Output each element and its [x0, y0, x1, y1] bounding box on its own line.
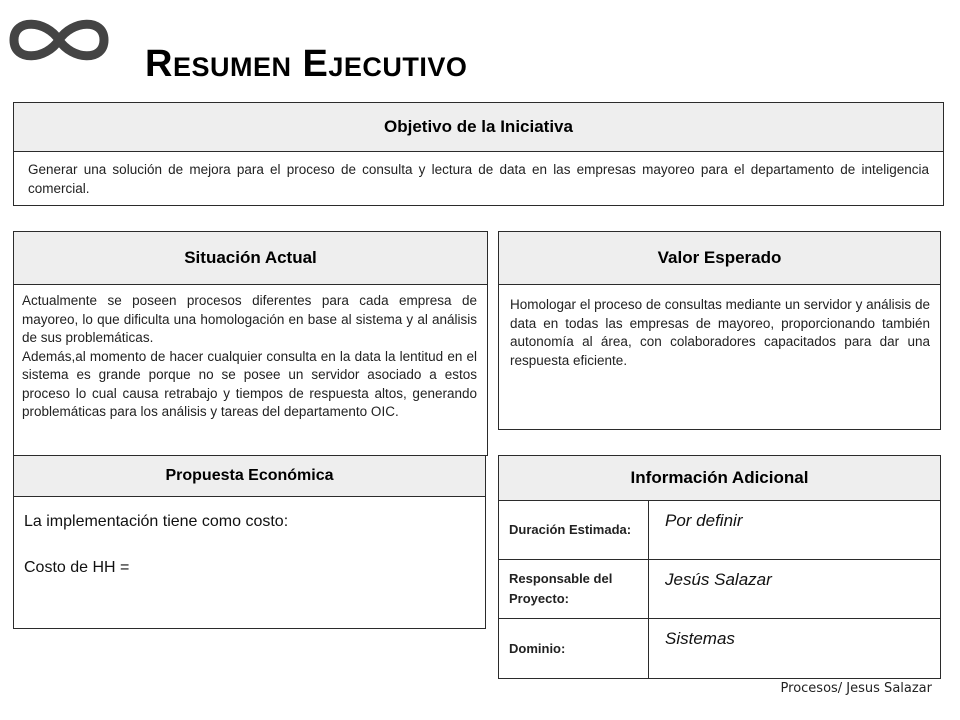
- infinity-logo-icon: [6, 14, 112, 66]
- objetivo-text: Generar una solución de mejora para el proceso de consulta y lectura de data en las empresas mayoreo para el departamento de inteligencia comercial.: [28, 162, 929, 196]
- info-value: Por definir: [665, 511, 743, 530]
- info-label: Responsable del Proyecto:: [499, 560, 649, 618]
- valor-text: Homologar el proceso de consultas mediante un servidor y análisis de data en todas las empresas de mayoreo, proporcionando también autonomía al área, con colaboradores capacitados para dar una respuesta eficiente.: [510, 297, 930, 368]
- propuesta-section: [13, 455, 486, 629]
- info-value: Jesús Salazar: [665, 570, 772, 589]
- info-header: Información Adicional: [499, 456, 940, 501]
- situacion-paragraph-2: Además,al momento de hacer cualquier consulta en la data la lentitud en el sistema es grande porque no se posee un servidor asociado a estos proceso lo cual causa retrabajo y tiempos de respuesta altos, generando problemáticas para los análisis y tareas del departamento OIC.: [22, 348, 477, 419]
- situacion-paragraph-1: Actualmente se poseen procesos diferentes para cada empresa de mayoreo, lo que dificulta una homologación en base al sistema y al análisis de sus problemáticas.: [22, 293, 477, 345]
- footer-credit: Procesos/ Jesus Salazar: [780, 681, 932, 696]
- propuesta-line-1: La implementación tiene como costo:: [24, 513, 289, 530]
- valor-section: [498, 231, 941, 430]
- valor-header: Valor Esperado: [499, 232, 940, 285]
- objetivo-section: [13, 102, 944, 206]
- info-row-duracion: [499, 501, 940, 560]
- info-row-dominio: [499, 619, 940, 678]
- objetivo-header: Objetivo de la Iniciativa: [14, 103, 943, 152]
- page-title: Resumen Ejecutivo: [145, 43, 468, 85]
- propuesta-text: [14, 497, 485, 579]
- situacion-header: Situación Actual: [14, 232, 487, 285]
- propuesta-line-2: Costo de HH =: [24, 559, 130, 576]
- info-value: Sistemas: [665, 629, 735, 648]
- info-label: Duración Estimada:: [499, 501, 649, 559]
- info-section: [498, 455, 941, 679]
- info-row-responsable: [499, 560, 940, 619]
- propuesta-header: Propuesta Económica: [14, 456, 485, 497]
- situacion-text: [14, 285, 487, 422]
- situacion-section: [13, 231, 488, 456]
- info-label: Dominio:: [499, 619, 649, 678]
